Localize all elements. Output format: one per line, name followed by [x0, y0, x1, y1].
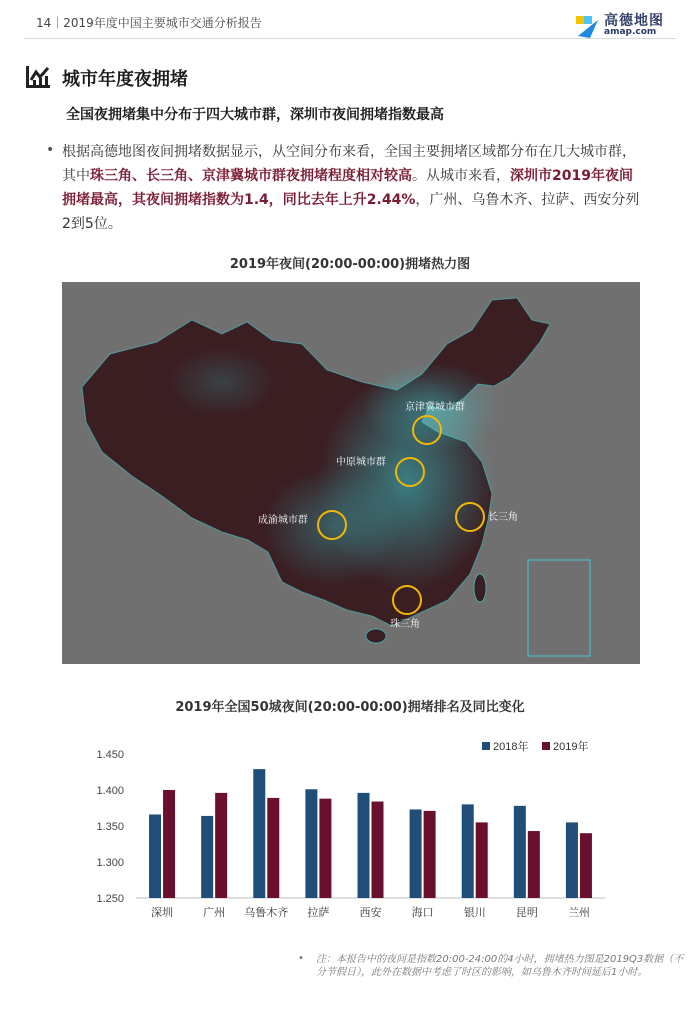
bar-2018	[514, 806, 526, 898]
bar-2018	[358, 793, 370, 898]
bar-2019	[424, 811, 436, 898]
legend-swatch	[542, 742, 550, 750]
bar-2018	[566, 822, 578, 898]
bar-2018	[462, 804, 474, 898]
x-tick-label: 深圳	[151, 907, 174, 919]
bar-2019	[319, 799, 331, 898]
y-tick-label: 1.450	[96, 749, 124, 761]
logo-name-en: amap.com	[604, 27, 657, 37]
para-highlight-1: 珠三角、长三角、京津冀城市群夜拥堵程度相对较高	[90, 168, 412, 184]
x-tick-label: 银川	[463, 907, 486, 919]
south-china-sea-inset	[528, 560, 590, 656]
x-tick-label: 兰州	[567, 907, 590, 919]
paragraph-bullet: •	[46, 142, 55, 158]
label-pearl-delta: 珠三角	[390, 619, 420, 630]
bar-2019	[580, 833, 592, 898]
para-text-3: ，广州、乌鲁木齐、拉萨、西安分列2到5位。	[62, 192, 640, 232]
para-text-2: 。从城市来看，	[412, 168, 510, 184]
bar-2018	[253, 769, 265, 898]
logo-name-cn: 高德地图	[604, 13, 664, 29]
y-tick-label: 1.350	[96, 821, 124, 833]
bar-2018	[410, 809, 422, 898]
x-tick-label: 海口	[411, 907, 434, 919]
bar-2019	[267, 798, 279, 898]
para-text-1: 根据高德地图夜间拥堵数据显示，从空间分布来看，全国主要拥堵区域都分布在几大城市群，其中	[62, 144, 636, 184]
heat-map-graphic	[62, 282, 640, 664]
heat-map	[62, 282, 640, 664]
bar-2019	[528, 831, 540, 898]
para-highlight-2: 深圳市2019年夜间拥堵最高，其夜间拥堵指数为1.4，同比去年上升2.44%	[62, 168, 633, 208]
bar-2018	[201, 816, 213, 898]
y-tick-label: 1.250	[96, 893, 124, 905]
bar-2019	[372, 802, 384, 898]
legend-label: 2018年	[493, 741, 529, 753]
hainan-island	[366, 629, 386, 643]
label-chengyu: 成渝城市群	[258, 515, 308, 526]
x-tick-label: 昆明	[515, 907, 538, 919]
legend-swatch	[482, 742, 490, 750]
amap-logo-icon	[574, 12, 602, 40]
footnote: 注：本报告中的夜间是指数20:00-24:00的4小时，拥堵热力图是2019Q3数据（不分节假日），此外在数据中考虑了时区的影响，如乌鲁木齐时间延后1小时。	[316, 954, 684, 978]
label-yangtze-delta: 长三角	[488, 512, 518, 523]
footnote-bullet: •	[298, 953, 304, 964]
chart-title: 2019年全国50城夜间(20:00-00:00)拥堵排名及同比变化	[175, 700, 525, 715]
bar-2019	[476, 822, 488, 898]
heat-zone-northwest	[167, 347, 277, 417]
x-tick-label: 拉萨	[307, 907, 330, 919]
bar-2019	[215, 793, 227, 898]
x-tick-label: 广州	[203, 907, 226, 919]
bar-2018	[149, 814, 161, 898]
heat-zone-southwest	[262, 467, 402, 587]
bar-2019	[163, 790, 175, 898]
label-jingjinji: 京津冀城市群	[405, 402, 465, 413]
y-tick-label: 1.300	[96, 857, 124, 869]
chart-section-icon	[24, 62, 52, 90]
x-tick-label: 西安	[359, 907, 382, 919]
body-paragraph	[62, 140, 644, 236]
section-title: 城市年度夜拥堵	[62, 69, 188, 90]
taiwan-island	[474, 574, 486, 602]
bar-2018	[305, 789, 317, 898]
map-title: 2019年夜间(20:00-00:00)拥堵热力图	[229, 257, 471, 272]
y-tick-label: 1.400	[96, 785, 124, 797]
label-zhongyuan: 中原城市群	[336, 457, 386, 468]
x-tick-label: 乌鲁木齐	[244, 907, 289, 919]
bar-chart	[60, 730, 620, 930]
legend-label: 2019年	[553, 741, 589, 753]
subheading: 全国夜拥堵集中分布于四大城市群，深圳市夜间拥堵指数最高	[66, 107, 444, 123]
amap-logo	[574, 10, 674, 40]
page-header-label: 14｜2019年度中国主要城市交通分析报告	[36, 16, 262, 30]
